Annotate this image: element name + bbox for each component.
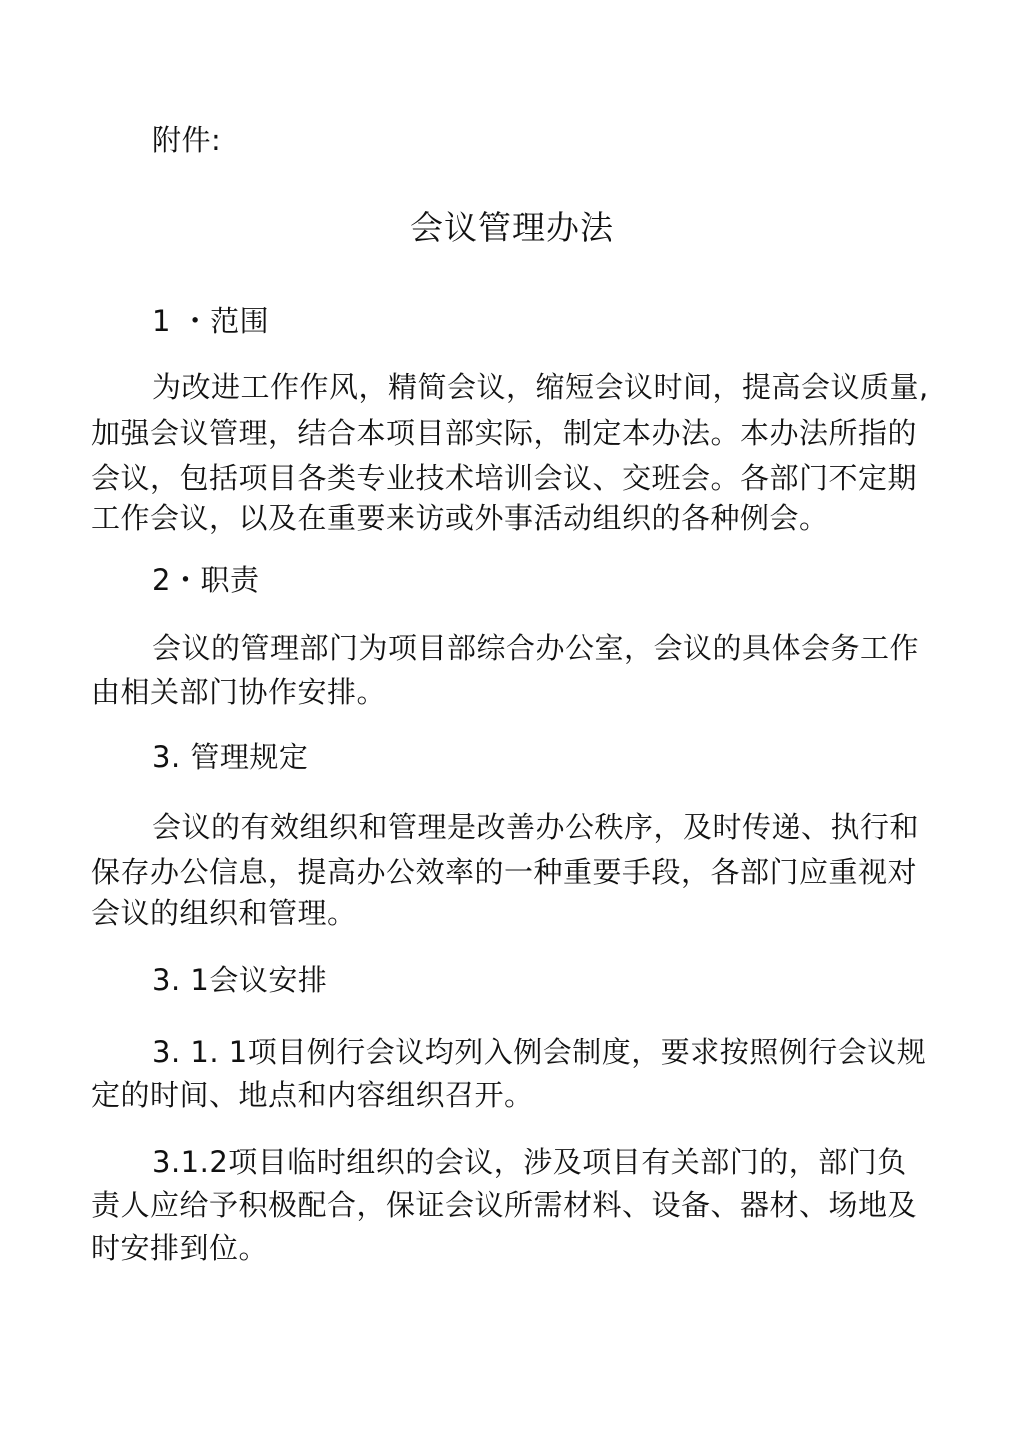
- attachment-label: 附件:: [152, 123, 222, 157]
- section-heading-regulations: 3. 管理规定: [152, 740, 309, 774]
- paragraph-line: 会议的组织和管理。: [91, 896, 357, 930]
- paragraph-line: 为改进工作作风，精简会议，缩短会议时间，提高会议质量,: [152, 370, 929, 404]
- paragraph-line: 会议的管理部门为项目部综合办公室，会议的具体会务工作: [152, 631, 920, 665]
- paragraph-line: 加强会议管理，结合本项目部实际，制定本办法。本办法所指的: [91, 416, 918, 450]
- section-heading-duties: 2・职责: [152, 563, 260, 597]
- paragraph-line: 会议的有效组织和管理是改善办公秩序，及时传递、执行和: [152, 810, 920, 844]
- paragraph-line: 保存办公信息，提高办公效率的一种重要手段，各部门应重视对: [91, 855, 918, 889]
- paragraph-line: 工作会议，以及在重要来访或外事活动组织的各种例会。: [91, 501, 829, 535]
- paragraph-line: 会议，包括项目各类专业技术培训会议、交班会。各部门不定期: [91, 461, 918, 495]
- section-heading-meeting-arrangement: 3. 1会议安排: [152, 963, 328, 997]
- paragraph-line: 定的时间、地点和内容组织召开。: [91, 1078, 534, 1112]
- document-title: 会议管理办法: [410, 208, 614, 247]
- paragraph-line: 时安排到位。: [91, 1231, 269, 1265]
- paragraph-line: 3.1.2项目临时组织的会议，涉及项目有关部门的，部门负: [152, 1145, 907, 1179]
- paragraph-line: 责人应给予积极配合，保证会议所需材料、设备、器材、场地及: [91, 1188, 918, 1222]
- section-heading-scope: 1 ・范围: [152, 304, 270, 338]
- paragraph-line: 由相关部门协作安排。: [91, 675, 387, 709]
- paragraph-line: 3. 1. 1项目例行会议均列入例会制度，要求按照例行会议规: [152, 1035, 927, 1069]
